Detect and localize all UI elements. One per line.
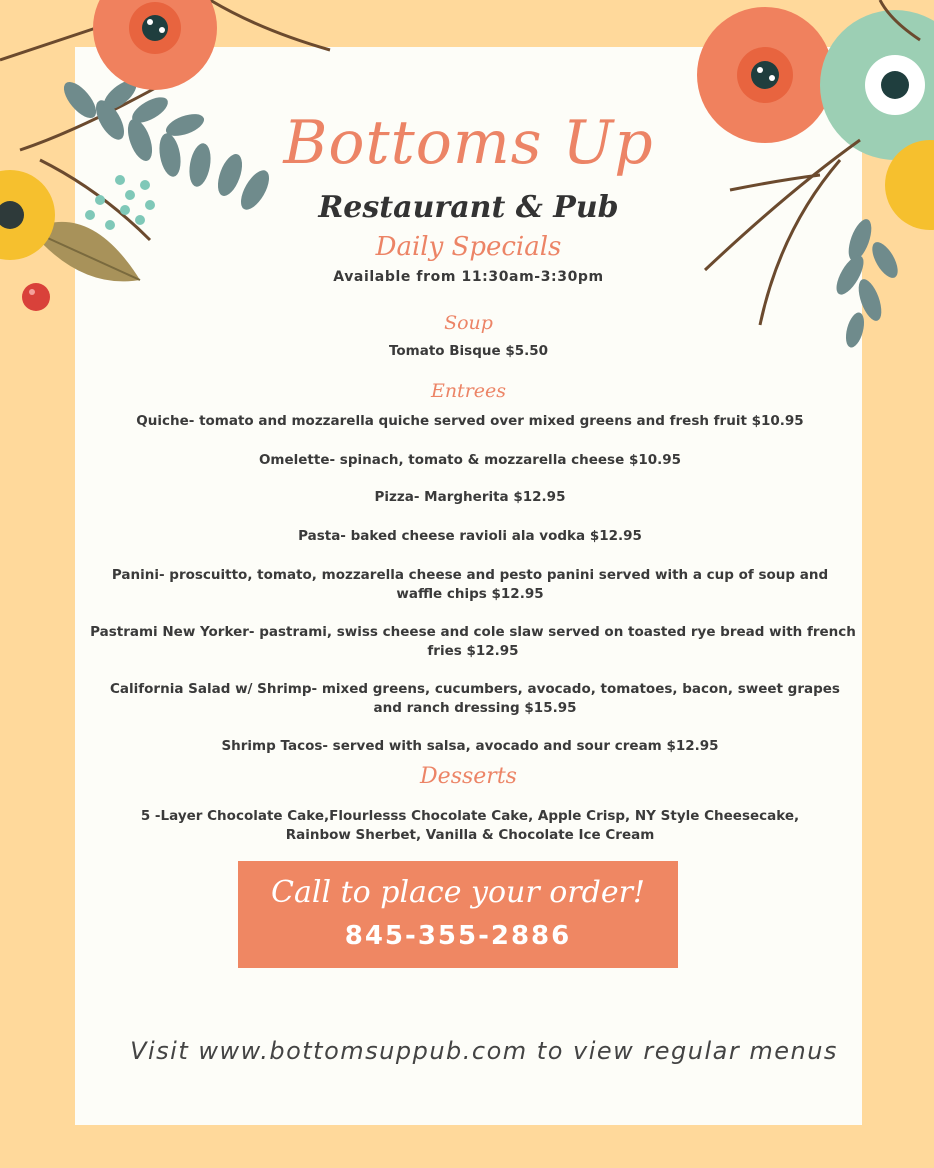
flower-decoration-icon — [885, 140, 934, 230]
soup-heading: Soup — [444, 312, 493, 334]
entree-item: California Salad w/ Shrimp- mixed greens, cucumbers, avocado, tomatoes, bacon, sweet grapes and ranch dressing $15.95 — [110, 681, 840, 716]
visit-website-text[interactable]: Visit www.bottomsuppub.com to view regular menus — [130, 1037, 838, 1065]
daily-specials-heading: Daily Specials — [375, 232, 562, 262]
entree-item: Quiche- tomato and mozzarella quiche served over mixed greens and fresh fruit $10.95 — [136, 413, 804, 429]
order-phone-number[interactable]: 845-355-2886 — [344, 921, 572, 951]
entree-item: Pastrami New Yorker- pastrami, swiss cheese and cole slaw served on toasted rye bread with french fries $12.95 — [90, 624, 856, 659]
order-callout — [238, 861, 678, 968]
berry-decoration-icon — [22, 283, 50, 311]
desserts-item: 5 -Layer Chocolate Cake,Flourlesss Chocolate Cake, Apple Crisp, NY Style Cheesecake, Rainbow Sherbet, Vanilla & Chocolate Ice Cream — [140, 808, 800, 843]
entree-item: Omelette- spinach, tomato & mozzarella cheese $10.95 — [258, 452, 682, 468]
availability-hours: Available from 11:30am-3:30pm — [333, 269, 604, 285]
restaurant-subtitle: Restaurant & Pub — [318, 190, 619, 225]
entree-item: Pizza- Margherita $12.95 — [374, 489, 566, 505]
soup-item: Tomato Bisque $5.50 — [388, 343, 549, 359]
entree-item: Shrimp Tacos- served with salsa, avocado and sour cream $12.95 — [221, 738, 719, 754]
desserts-heading: Desserts — [420, 764, 517, 789]
entree-item: Pasta- baked cheese ravioli ala vodka $12.95 — [298, 528, 642, 544]
entree-item: Panini- proscuitto, tomato, mozzarella cheese and pesto panini served with a cup of soup and waffle chips $12.95 — [111, 567, 829, 602]
order-call-text: Call to place your order! — [271, 875, 645, 910]
restaurant-name: Bottoms Up — [283, 108, 654, 178]
flower-decoration-icon — [0, 170, 55, 260]
entrees-heading: Entrees — [430, 380, 507, 402]
